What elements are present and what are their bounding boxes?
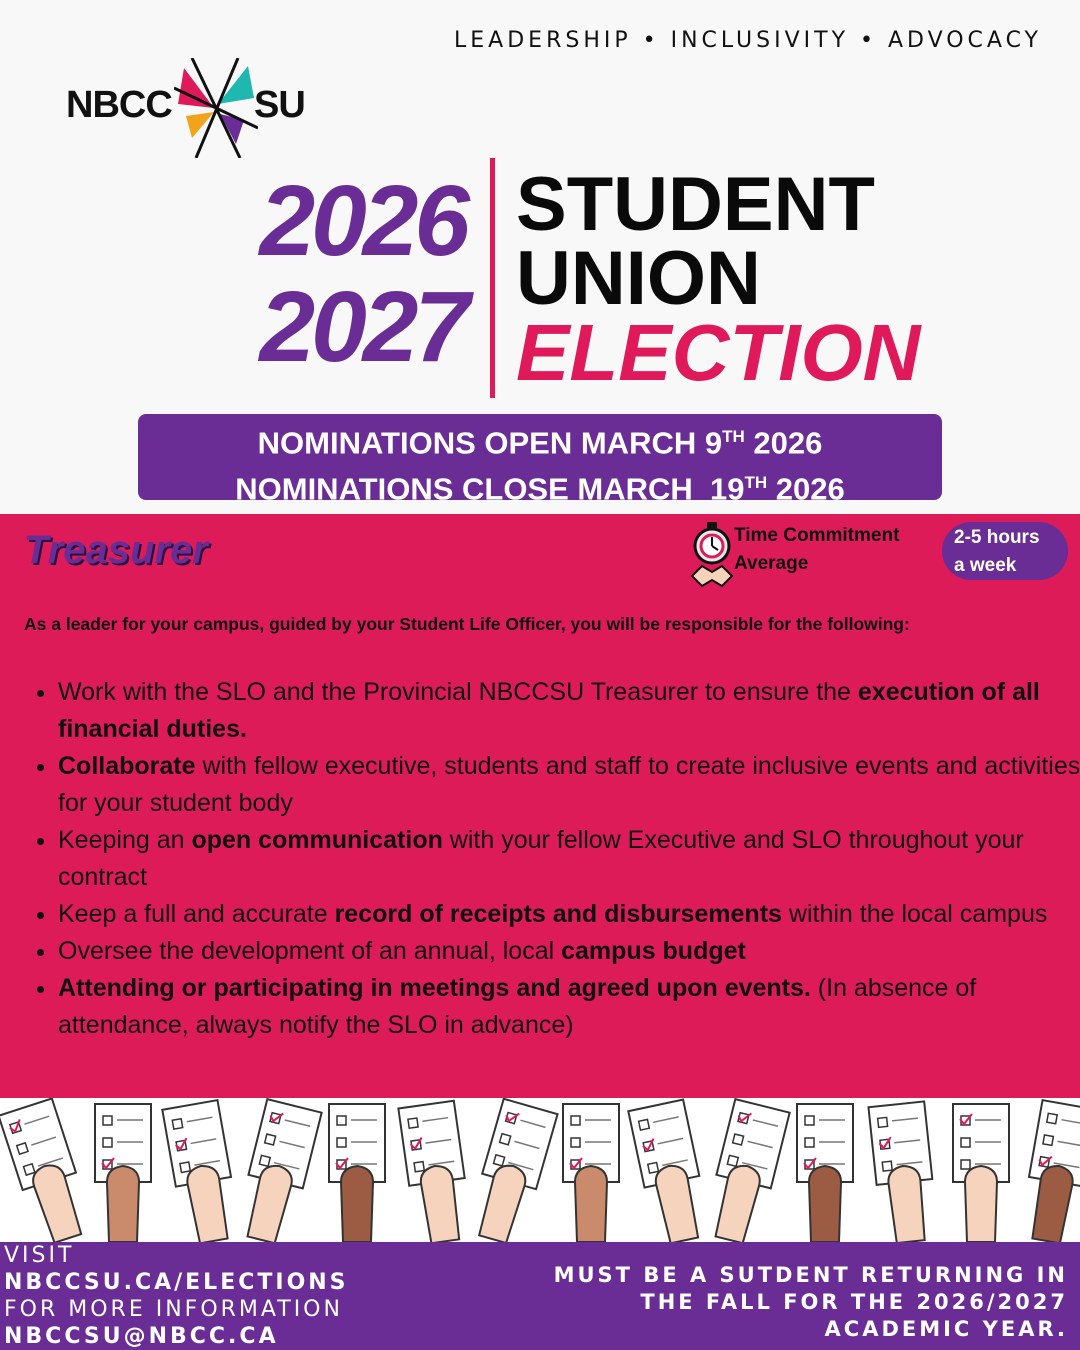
ballot-hand-icon xyxy=(398,1101,473,1242)
nbccsu-logo xyxy=(66,62,316,162)
page-title xyxy=(516,162,921,397)
nominations-close: NOMINATIONS CLOSE MARCH 19TH 2026 xyxy=(235,471,845,507)
year-end: 2027 xyxy=(259,271,466,383)
duties-list xyxy=(24,674,1080,1044)
list-item: • Oversee the development of an annual, local campus budget xyxy=(58,933,1080,970)
election-years xyxy=(196,165,466,383)
ballot-hand-icon xyxy=(1019,1100,1080,1242)
elections-link[interactable]: NBCCSU.CA/ELECTIONS xyxy=(4,1270,349,1295)
more-info-label: FOR MORE INFORMATION xyxy=(4,1297,343,1322)
role-title: Treasurer xyxy=(24,528,208,572)
ballot-hand-icon xyxy=(0,1098,94,1242)
footer xyxy=(0,1242,1080,1350)
time-commitment-label: Time Commitment Average xyxy=(734,525,900,574)
ballot-hands-illustration xyxy=(0,1098,1080,1242)
ballot-hand-icon xyxy=(234,1099,322,1242)
year-start: 2026 xyxy=(259,165,466,277)
role-intro: As a leader for your campus, guided by your Student Life Officer, you will be responsible for the following: xyxy=(24,614,910,634)
nominations-banner xyxy=(138,414,942,507)
list-item: • Collaborate with fellow executive, students and staff to create inclusive events and activities for your student body xyxy=(58,748,1080,822)
ballot-hand-icon xyxy=(797,1104,853,1242)
role-section xyxy=(0,514,1080,1098)
ballot-hand-icon xyxy=(628,1100,711,1242)
eligibility-note: MUST BE A SUTDENT RETURNING IN THE FALL FOR THE 2026/2027 ACADEMIC YEAR. xyxy=(553,1263,1068,1341)
ballot-hands-icon xyxy=(0,1098,1080,1242)
ballot-hand-icon xyxy=(702,1099,790,1242)
title-line-union: UNION xyxy=(516,236,761,321)
logo-star-icon xyxy=(174,58,258,158)
ballot-hand-icon xyxy=(953,1104,1009,1242)
list-item: • Keeping an open communication with your fellow Executive and SLO throughout your contract xyxy=(58,822,1080,896)
footer-contact xyxy=(4,1242,349,1350)
title-line-election: ELECTION xyxy=(516,308,921,397)
ballot-hand-icon xyxy=(563,1104,619,1242)
ballot-hand-icon xyxy=(162,1100,241,1242)
ballot-hand-icon xyxy=(868,1101,938,1242)
hours-badge: 2-5 hours a week xyxy=(942,522,1068,580)
nominations-open: NOMINATIONS OPEN MARCH 9TH 2026 xyxy=(257,425,823,461)
logo-text-left: NBCC xyxy=(66,84,172,126)
list-item: • Keep a full and accurate record of receipts and disbursements within the local campus xyxy=(58,896,1080,933)
list-item: • Attending or participating in meetings and agreed upon events. (In absence of attendance, always notify the SLO in advance) xyxy=(58,970,1080,1044)
stopwatch-handshake-icon xyxy=(690,520,734,592)
list-item: • Work with the SLO and the Provincial NBCCSU Treasurer to ensure the execution of all financial duties. xyxy=(58,674,1080,748)
title-line-student: STUDENT xyxy=(516,162,875,247)
ballot-hand-icon xyxy=(329,1104,385,1242)
tagline: LEADERSHIP • INCLUSIVITY • ADVOCACY xyxy=(454,28,1042,53)
visit-label: VISIT xyxy=(4,1243,75,1268)
email-link[interactable]: NBCCSU@NBCC.CA xyxy=(4,1324,279,1349)
ballot-hand-icon xyxy=(466,1099,558,1242)
title-divider xyxy=(490,158,495,398)
logo-text-right: SU xyxy=(254,84,305,126)
ballot-hand-icon xyxy=(95,1104,151,1242)
